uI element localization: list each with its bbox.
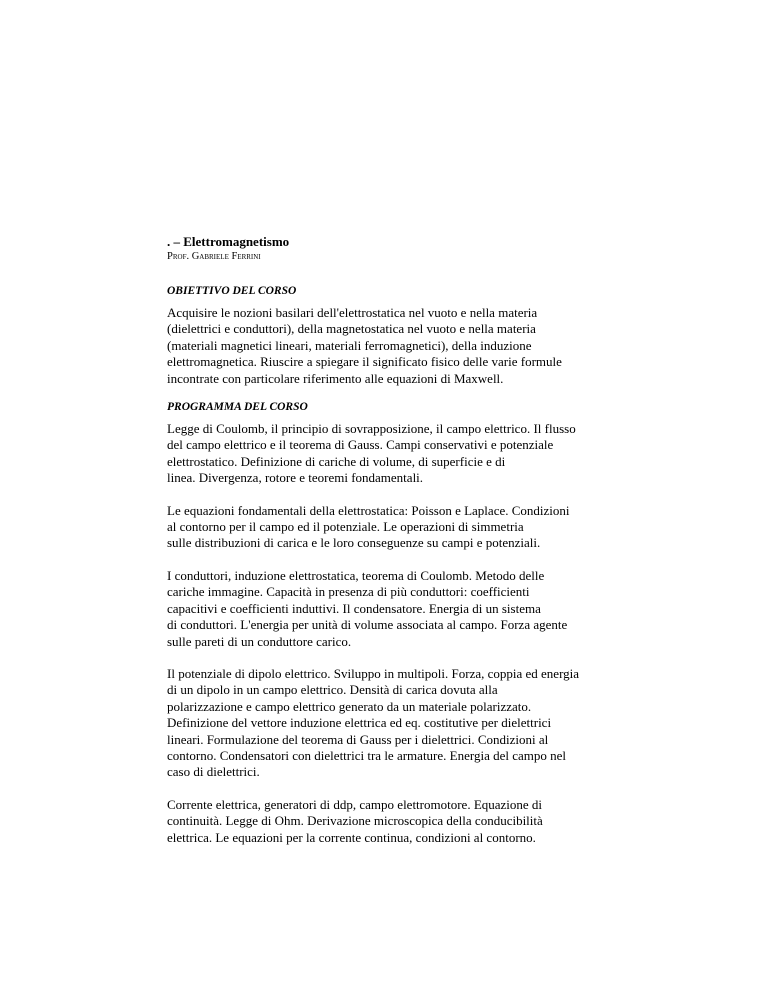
text-line: incontrate con particolare riferimento alle equazioni di Maxwell. <box>167 370 504 386</box>
course-description <box>167 234 607 846</box>
text-line: sulle distribuzioni di carica e le loro conseguenze su campi e potenziali. <box>167 535 541 551</box>
text-line: Acquisire le nozioni basilari dell'elettrostatica nel vuoto e nella materia <box>167 305 538 320</box>
text-line: continuità. Legge di Ohm. Derivazione microscopica della conducibilità <box>167 813 543 829</box>
text-line: caso di dielettrici. <box>167 764 260 780</box>
programma-paragraph-1 <box>167 421 607 487</box>
text-line: (materiali magnetici lineari, materiali ferromagnetici), della induzione <box>167 337 532 353</box>
programma-paragraph-3 <box>167 568 607 650</box>
section-heading-programma: PROGRAMMA DEL CORSO <box>167 401 308 414</box>
text-line: lineari. Formulazione del teorema di Gauss per i dielettrici. Condizioni al <box>167 731 549 747</box>
obiettivo-paragraph <box>167 305 607 387</box>
programma-paragraph-5 <box>167 797 607 846</box>
text-line: Definizione del vettore induzione elettrica ed eq. costitutive per dielettrici <box>167 715 552 731</box>
text-line: elettromagnetica. Riuscire a spiegare il significato fisico delle varie formule <box>167 354 562 370</box>
text-line: (dielettrici e conduttori), della magnetostatica nel vuoto e nella materia <box>167 321 536 337</box>
text-line: del campo elettrico e il teorema di Gauss. Campi conservativi e potenziale <box>167 437 554 453</box>
text-line: polarizzazione e campo elettrico generato da un materiale polarizzato. <box>167 698 532 714</box>
text-line: Legge di Coulomb, il principio di sovrapposizione, il campo elettrico. Il flusso <box>167 421 576 437</box>
text-line: di conduttori. L'energia per unità di volume associata al campo. Forza agente <box>167 617 568 633</box>
text-line: elettrica. Le equazioni per la corrente continua, condizioni al contorno. <box>167 829 536 845</box>
section-heading-obiettivo: OBIETTIVO DEL CORSO <box>167 285 297 297</box>
text-line: I conduttori, induzione elettrostatica, teorema di Coulomb. Metodo delle <box>167 567 545 583</box>
text-line: capacitivi e coefficienti induttivi. Il condensatore. Energia di un sistema <box>167 600 541 616</box>
programma-paragraph-2 <box>167 503 607 552</box>
text-line: di un dipolo in un campo elettrico. Densità di carica dovuta alla <box>167 682 498 698</box>
course-title: . – Elettromagnetismo <box>167 234 290 249</box>
professor-name: Prof. Gabriele Ferrini <box>167 251 261 262</box>
text-line: contorno. Condensatori con dielettrici tra le armature. Energia del campo nel <box>167 747 567 763</box>
text-line: Le equazioni fondamentali della elettrostatica: Poisson e Laplace. Condizioni <box>167 502 570 518</box>
programma-paragraph-4 <box>167 666 607 781</box>
text-line: linea. Divergenza, rotore e teoremi fondamentali. <box>167 470 424 486</box>
text-line: elettrostatico. Definizione di cariche di volume, di superficie e di <box>167 453 506 469</box>
text-line: Il potenziale di dipolo elettrico. Sviluppo in multipoli. Forza, coppia ed energia <box>167 665 580 681</box>
text-line: al contorno per il campo ed il potenziale. Le operazioni di simmetria <box>167 519 524 535</box>
text-line: sulle pareti di un conduttore carico. <box>167 633 352 649</box>
text-line: Corrente elettrica, generatori di ddp, campo elettromotore. Equazione di <box>167 796 543 812</box>
text-line: cariche immagine. Capacità in presenza di più conduttori: coefficienti <box>167 584 530 600</box>
